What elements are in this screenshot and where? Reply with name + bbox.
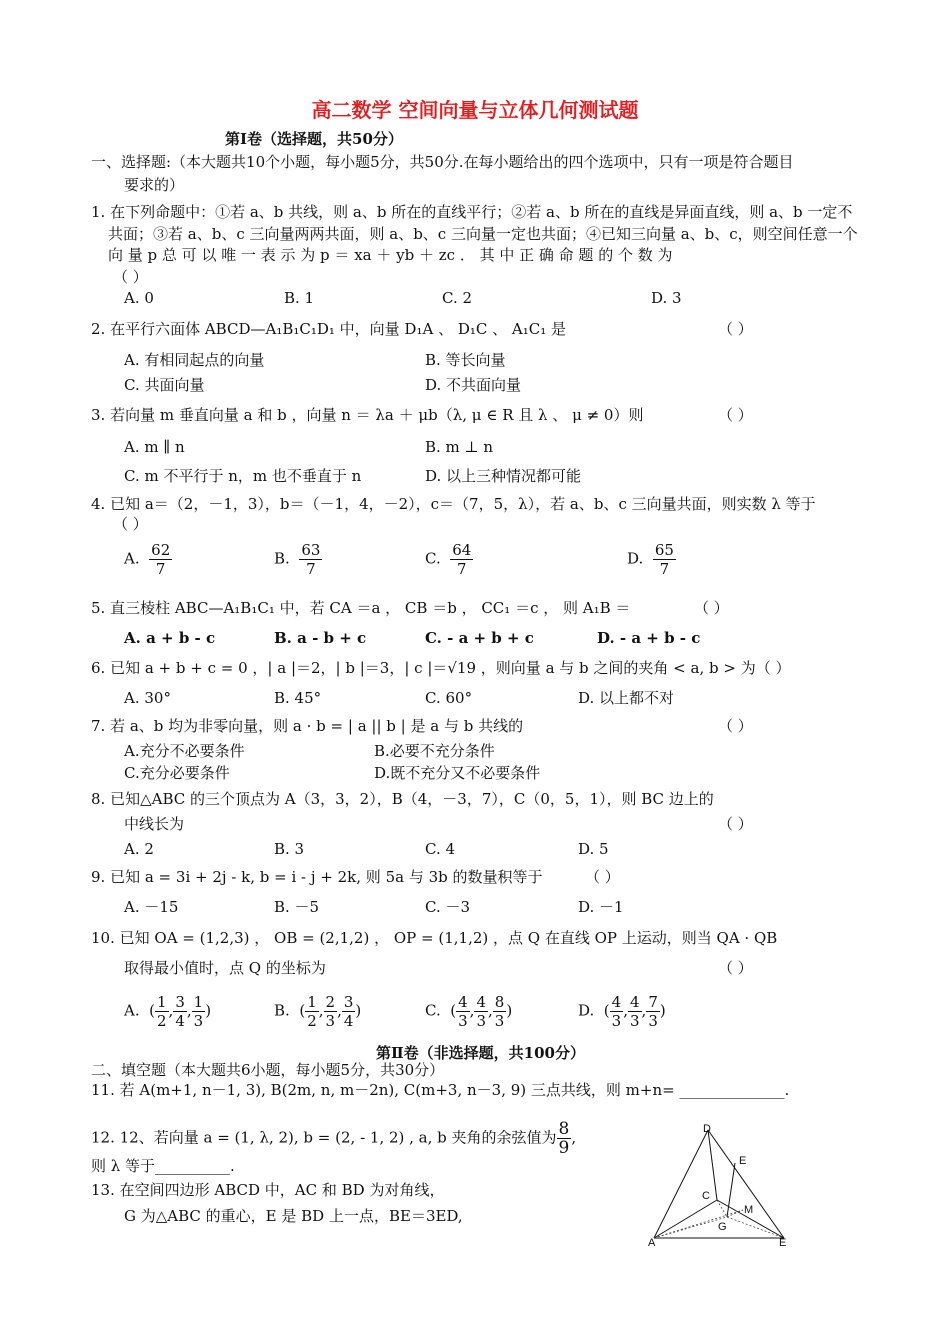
q10-option-a: A. ( $\frac{1}{2}$ , $\frac{3}{4}$ , $\frac{1}{3}$ ) — [124, 993, 212, 1030]
q10-line2: 取得最小值时，点 Q 的坐标为 — [124, 959, 326, 977]
tetrahedron-diagram — [645, 1122, 795, 1252]
q11-stem: 11. 若 A(m+1, n－1, 3), B(2m, n, m－2n), C(m+3, n－3, 9) 三点共线，则 m+n= ______________. — [91, 1081, 790, 1099]
fraction-numerator: 64 — [452, 541, 472, 559]
part1-title: 第Ⅰ卷（选择题，共50分） — [225, 130, 403, 148]
q9-option-d: D. －1 — [578, 898, 624, 916]
q4-stem: 4. 已知 a＝（2，－1，3），b＝（－1，4，－2），c＝（7，5，λ），若 a、b、c 三向量共面，则实数 λ 等于 — [91, 495, 816, 513]
q6-option-a: A. 30° — [124, 689, 171, 707]
fraction-denominator: 7 — [457, 560, 467, 578]
q1-option-b: B. 1 — [284, 289, 315, 307]
q3-option-b: B. m ⊥ n — [425, 438, 494, 456]
q2-option-c: C. 共面向量 — [124, 376, 205, 394]
q1-line2: 共面；③若 a、b、c 三向量两两共面，则 a、b、c 三向量一定也共面；④已知三向量 a、b、c，则空间任意一个 — [108, 225, 858, 243]
label-e-bottom: E — [779, 1237, 787, 1249]
q3-option-a: A. m ∥ n — [124, 438, 185, 456]
q8-line1: 8. 已知△ABC 的三个顶点为 A（3，3，2），B（4，－3，7），C（0，5，1），则 BC 边上的 — [91, 790, 714, 808]
q13-line2: G 为△ABC 的重心，E 是 BD 上一点，BE＝3ED, — [124, 1207, 463, 1225]
fraction-numerator: 62 — [151, 541, 171, 559]
q9-option-a: A. －15 — [124, 898, 179, 916]
q2-option-b: B. 等长向量 — [425, 351, 506, 369]
dashed-ag — [654, 1217, 727, 1238]
fraction-denominator: 3 — [325, 1012, 336, 1030]
fraction-denominator: 7 — [659, 560, 670, 578]
q12-line2: 则 λ 等于__________. — [91, 1157, 235, 1175]
fraction-numerator: 1 — [193, 993, 204, 1011]
q6-option-c: C. 60° — [425, 689, 473, 707]
q4-option-c: C. $\frac{64}{7}$ — [425, 541, 472, 578]
fraction-numerator: 65 — [654, 541, 674, 559]
q1-line1: 1. 在下列命题中：①若 a、b 共线，则 a、b 所在的直线平行；②若 a、b 所在的直线是异面直线，则 a、b 一定不 — [91, 203, 853, 221]
fraction-numerator: 4 — [458, 993, 468, 1011]
q4-option-a: A. $\frac{62}{7}$ — [124, 541, 171, 578]
page-title: 高二数学 空间向量与立体几何测试题 — [311, 98, 639, 122]
fraction-numerator: 2 — [325, 993, 336, 1011]
q9-option-b: B. －5 — [274, 898, 320, 916]
q1-option-d: D. 3 — [651, 289, 682, 307]
q1-option-c: C. 2 — [442, 289, 473, 307]
q1-bracket: （ ） — [113, 268, 148, 286]
q7-option-c: C.充分必要条件 — [124, 764, 230, 782]
q5-option-a: A. a + b - c — [124, 629, 216, 647]
q8-option-d: D. 5 — [578, 840, 609, 858]
part2-title: 第Ⅱ卷（非选择题，共100分） — [376, 1044, 585, 1062]
fraction-numerator: 4 — [629, 993, 640, 1011]
fraction-numerator: 8 — [494, 993, 505, 1011]
q2-option-a: A. 有相同起点的向量 — [124, 351, 265, 369]
fraction-denominator: 4 — [343, 1012, 354, 1030]
fraction-denominator: 3 — [494, 1012, 505, 1030]
q10-bracket: （ ） — [718, 959, 753, 977]
q7-stem: 7. 若 a、b 均为非零向量，则 a · b = | a || b | 是 a 与 b 共线的 — [91, 717, 524, 735]
q5-option-c: C. - a + b + c — [425, 629, 534, 647]
section2-heading: 二、填空题（本大题共6小题，每小题5分，共30分） — [91, 1061, 445, 1079]
q4-option-b: B. $\frac{63}{7}$ — [274, 541, 321, 578]
q2-bracket: （ ） — [718, 320, 753, 338]
q4-bracket: （ ） — [113, 515, 148, 533]
q7-option-d: D.既不充分又不必要条件 — [374, 764, 541, 782]
fraction-denominator: 3 — [458, 1012, 468, 1030]
fraction-denominator: 3 — [629, 1012, 640, 1030]
segment-eg — [727, 1163, 735, 1217]
q8-option-b: B. 3 — [274, 840, 305, 858]
q6-stem: 6. 已知 a + b + c = 0 ，| a |＝2，| b |＝3，| c |＝√19 ，则向量 a 与 b 之间的夹角 < a, b > 为（ ） — [91, 659, 791, 677]
fraction-denominator: 7 — [306, 560, 316, 578]
q9-option-c: C. －3 — [425, 898, 471, 916]
fraction-numerator: 4 — [476, 993, 486, 1011]
q2-option-d: D. 不共面向量 — [425, 376, 522, 394]
dashed-ge — [727, 1217, 784, 1238]
fraction-denominator: 9 — [558, 1138, 570, 1158]
q5-option-b: B. a - b + c — [274, 629, 367, 647]
q8-line2: 中线长为 — [124, 815, 185, 833]
q5-option-d: D. - a + b - c — [597, 629, 701, 647]
dashed-am — [654, 1210, 743, 1238]
label-d: D — [703, 1123, 711, 1135]
label-e-top: E — [739, 1155, 747, 1167]
fraction-denominator: 3 — [648, 1012, 658, 1030]
fraction-denominator: 4 — [175, 1012, 185, 1030]
q10-option-b: B. ( $\frac{1}{2}$ , $\frac{2}{3}$ , $\frac{3}{4}$ ) — [274, 993, 362, 1030]
label-c: C — [702, 1190, 710, 1202]
q13-line1: 13. 在空间四边形 ABCD 中，AC 和 BD 为对角线， — [91, 1181, 445, 1199]
label-g: G — [718, 1221, 727, 1233]
label-a: A — [648, 1237, 656, 1249]
q3-bracket: （ ） — [718, 406, 753, 424]
fraction-numerator: 1 — [157, 993, 167, 1011]
fraction-denominator: 3 — [193, 1012, 204, 1030]
fraction-numerator: 7 — [648, 993, 658, 1011]
fraction-denominator: 3 — [611, 1012, 622, 1030]
q5-stem: 5. 直三棱柱 ABC—A₁B₁C₁ 中，若 CA ＝a ， CB ＝b ， CC₁ ＝c ， 则 A₁B ＝ — [91, 599, 631, 617]
fraction-numerator: 1 — [307, 993, 317, 1011]
q4-option-d: D. $\frac{65}{7}$ — [627, 541, 674, 578]
section1-line2: 要求的） — [124, 176, 185, 194]
q3-option-d: D. 以上三种情况都可能 — [425, 467, 582, 485]
q8-option-c: C. 4 — [425, 840, 456, 858]
q7-bracket: （ ） — [718, 717, 753, 735]
q12-stem: 12. 12、若向量 a = (1, λ, 2), b = (2, - 1, 2) , a, b 夹角的余弦值为 $\frac{8}{9}$ , — [91, 1119, 577, 1158]
q2-stem: 2. 在平行六面体 ABCD—A₁B₁C₁D₁ 中，向量 D₁A 、 D₁C 、 A₁C₁ 是 — [91, 320, 566, 338]
q3-stem: 3. 若向量 m 垂直向量 a 和 b ，向量 n ＝ λa ＋ μb（λ, μ ∈ R 且 λ 、 μ ≠ 0）则 — [91, 406, 644, 424]
fraction-numerator: 4 — [611, 993, 622, 1011]
fraction-numerator: 63 — [301, 541, 321, 559]
q6-option-d: D. 以上都不对 — [578, 689, 675, 707]
q5-bracket: （ ） — [694, 599, 729, 617]
q6-option-b: B. 45° — [274, 689, 322, 707]
fraction-denominator: 2 — [307, 1012, 317, 1030]
fraction-numerator: 8 — [558, 1119, 570, 1139]
q8-bracket: （ ） — [718, 815, 753, 833]
q9-bracket: （ ） — [585, 868, 620, 886]
section1-line1: 一、选择题:（本大题共10个小题，每小题5分，共50分.在每小题给出的四个选项中，只有一项是符合题目 — [91, 153, 794, 171]
label-m: M — [744, 1204, 754, 1216]
fraction-denominator: 7 — [155, 560, 166, 578]
q8-option-a: A. 2 — [124, 840, 154, 858]
q1-line3: 向 量 p 总 可 以 唯 一 表 示 为 p ＝ xa ＋ yb ＋ zc ． 其 中 正 确 命 题 的 个 数 为 — [108, 246, 673, 264]
fraction-numerator: 3 — [343, 993, 354, 1011]
q3-option-c: C. m 不平行于 n，m 也不垂直于 n — [124, 467, 362, 485]
q7-option-b: B.必要不充分条件 — [374, 742, 495, 760]
q10-option-c: C. ( $\frac{4}{3}$ , $\frac{4}{3}$ , $\frac{8}{3}$ ) — [425, 993, 513, 1030]
q9-stem: 9. 已知 a = 3i + 2j - k, b = i - j + 2k, 则 5a 与 3b 的数量积等于 — [91, 868, 543, 886]
fraction-denominator: 2 — [157, 1012, 167, 1030]
q10-line1: 10. 已知 OA = (1,2,3) ， OB = (2,1,2) ， OP = (1,1,2) ，点 Q 在直线 OP 上运动，则当 QA · QB — [91, 929, 778, 947]
q7-option-a: A.充分不必要条件 — [124, 742, 245, 760]
fraction-numerator: 3 — [175, 993, 185, 1011]
fraction-denominator: 3 — [476, 1012, 486, 1030]
q1-option-a: A. 0 — [124, 289, 154, 307]
q10-option-d: D. ( $\frac{4}{3}$ , $\frac{4}{3}$ , $\frac{7}{3}$ ) — [578, 993, 666, 1030]
